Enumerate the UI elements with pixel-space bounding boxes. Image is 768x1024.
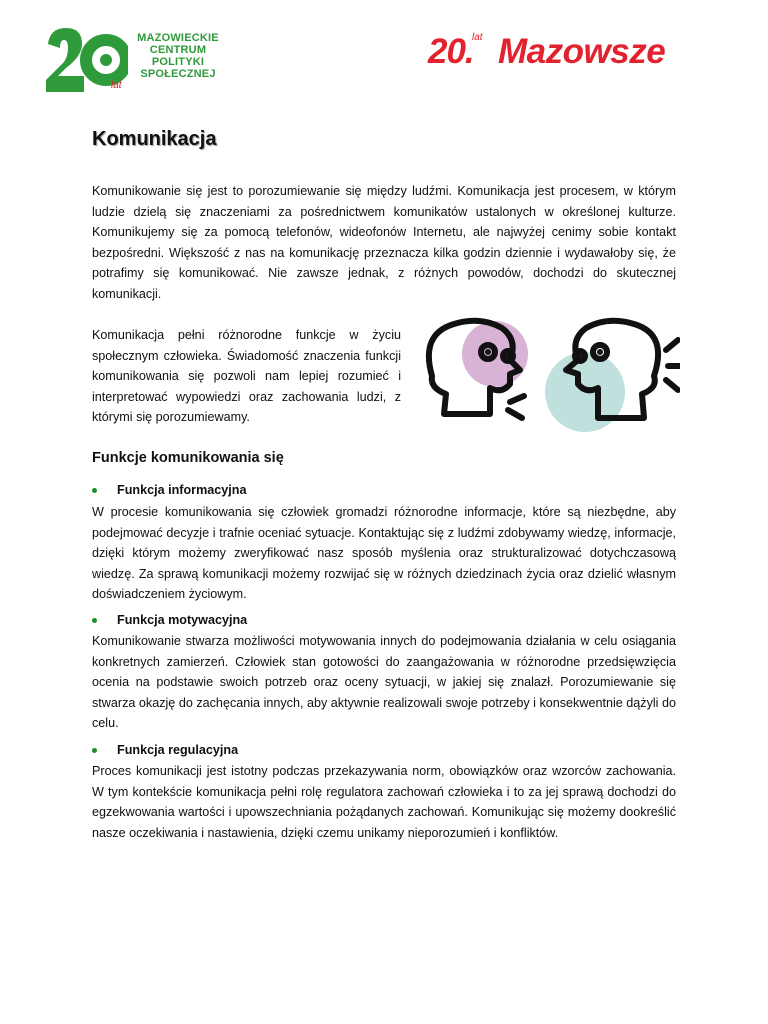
org-line: SPOŁECZNEJ (140, 68, 216, 80)
bullet-dot-icon (92, 488, 97, 493)
page-title: Komunikacja (92, 128, 217, 150)
function-text-regulacyjna: Proces komunikacji jest istotny podczas przekazywania norm, obowiązków oraz wzorców zachowania. W tym kontekście komunikacja pełni rolę regulatora zachowań człowieka i to za jej sprawą dochodzi do egzekwowania wartości i upowszechniania pożądanych zachowań. Komunikując się możemy dookreślić nasze oczekiwania i nastawienia, dzięki czemu unikamy nieporozumień i konfliktów. (92, 764, 676, 840)
function-text-informacyjna: W procesie komunikowania się człowiek gromadzi różnorodne informacje, które są niezbędne, aby podejmować decyzje i trafnie oceniać sytuacje. Kontaktując się z ludźmi zdobywamy wiedzę, informacje, dzięki którym możemy zweryfikować nasz sposób myślenia oraz strukturalizować dotychczasową wiedzę. Za sprawą komunikacji możemy rozwijać się w różnych dziedzinach życia oraz dzielić własnym doświadczeniem życiowym. (92, 505, 676, 602)
mcps-logo (44, 26, 224, 96)
mazowsze-logo (428, 28, 733, 78)
intro-paragraph: Komunikowanie się jest to porozumiewanie się między ludźmi. Komunikacja jest procesem, w którym ludzie dzielą się znaczeniami za pośrednictwem komunikatów ustalonych w określonej kulturze. Komunikujemy się za pomocą telefonów, wideofonów Internetu, ale najwyżej cenimy sobie kontakt bezpośredni. Większość z nas na komunikację przeznacza kilka godzin dziennie i wydawałoby się, że potrafimy się komunikować. Nie zawsze jednak, z różnych powodów, dochodzi do skutecznej komunikacji. (92, 184, 676, 301)
function-label: Funkcja informacyjna (117, 483, 247, 497)
mazowsze-logo-lat: lat (472, 32, 483, 43)
mcps-org-name (128, 32, 228, 80)
function-label: Funkcja motywacyjna (117, 613, 248, 627)
org-line: MAZOWIECKIE (137, 32, 219, 44)
bullet-dot-icon (92, 748, 97, 753)
section-heading: Funkcje komunikowania się (92, 450, 284, 466)
mazowsze-logo-word: Mazowsze (498, 32, 666, 71)
functions-paragraph: Komunikacja pełni różnorodne funkcje w życiu społecznym człowieka. Świadomość znaczenia funkcji komunikowania się pozwoli nam lepiej rozumieć i interpretować wypowiedzi oraz zachowania ludzi, z którymi się porozumiewamy. (92, 328, 401, 425)
bullet-dot-icon (92, 618, 97, 623)
communication-heads-illustration (410, 314, 680, 436)
mazowsze-logo-number: 20. (428, 32, 474, 71)
org-line: POLITYKI (151, 56, 205, 68)
function-label: Funkcja regulacyjna (117, 743, 239, 757)
function-text-motywacyjna: Komunikowanie stwarza możliwości motywowania innych do podejmowania działania w celu osiągania konkretnych zamierzeń. Człowiek stan gotowości do zaangażowania w różnorodne przedsięwzięcia ocenia na podstawie swoich potrzeb oraz oceny sytuacji, w jakiej się znalazł. Porozumiewanie się stwarza okazję do zachęcania innych, aby aktywnie realizowali swoje potrzeby i konsekwentnie dążyli do celu. (92, 634, 676, 731)
mcps-logo-lat: lat (111, 80, 122, 91)
org-line: CENTRUM (149, 44, 207, 56)
